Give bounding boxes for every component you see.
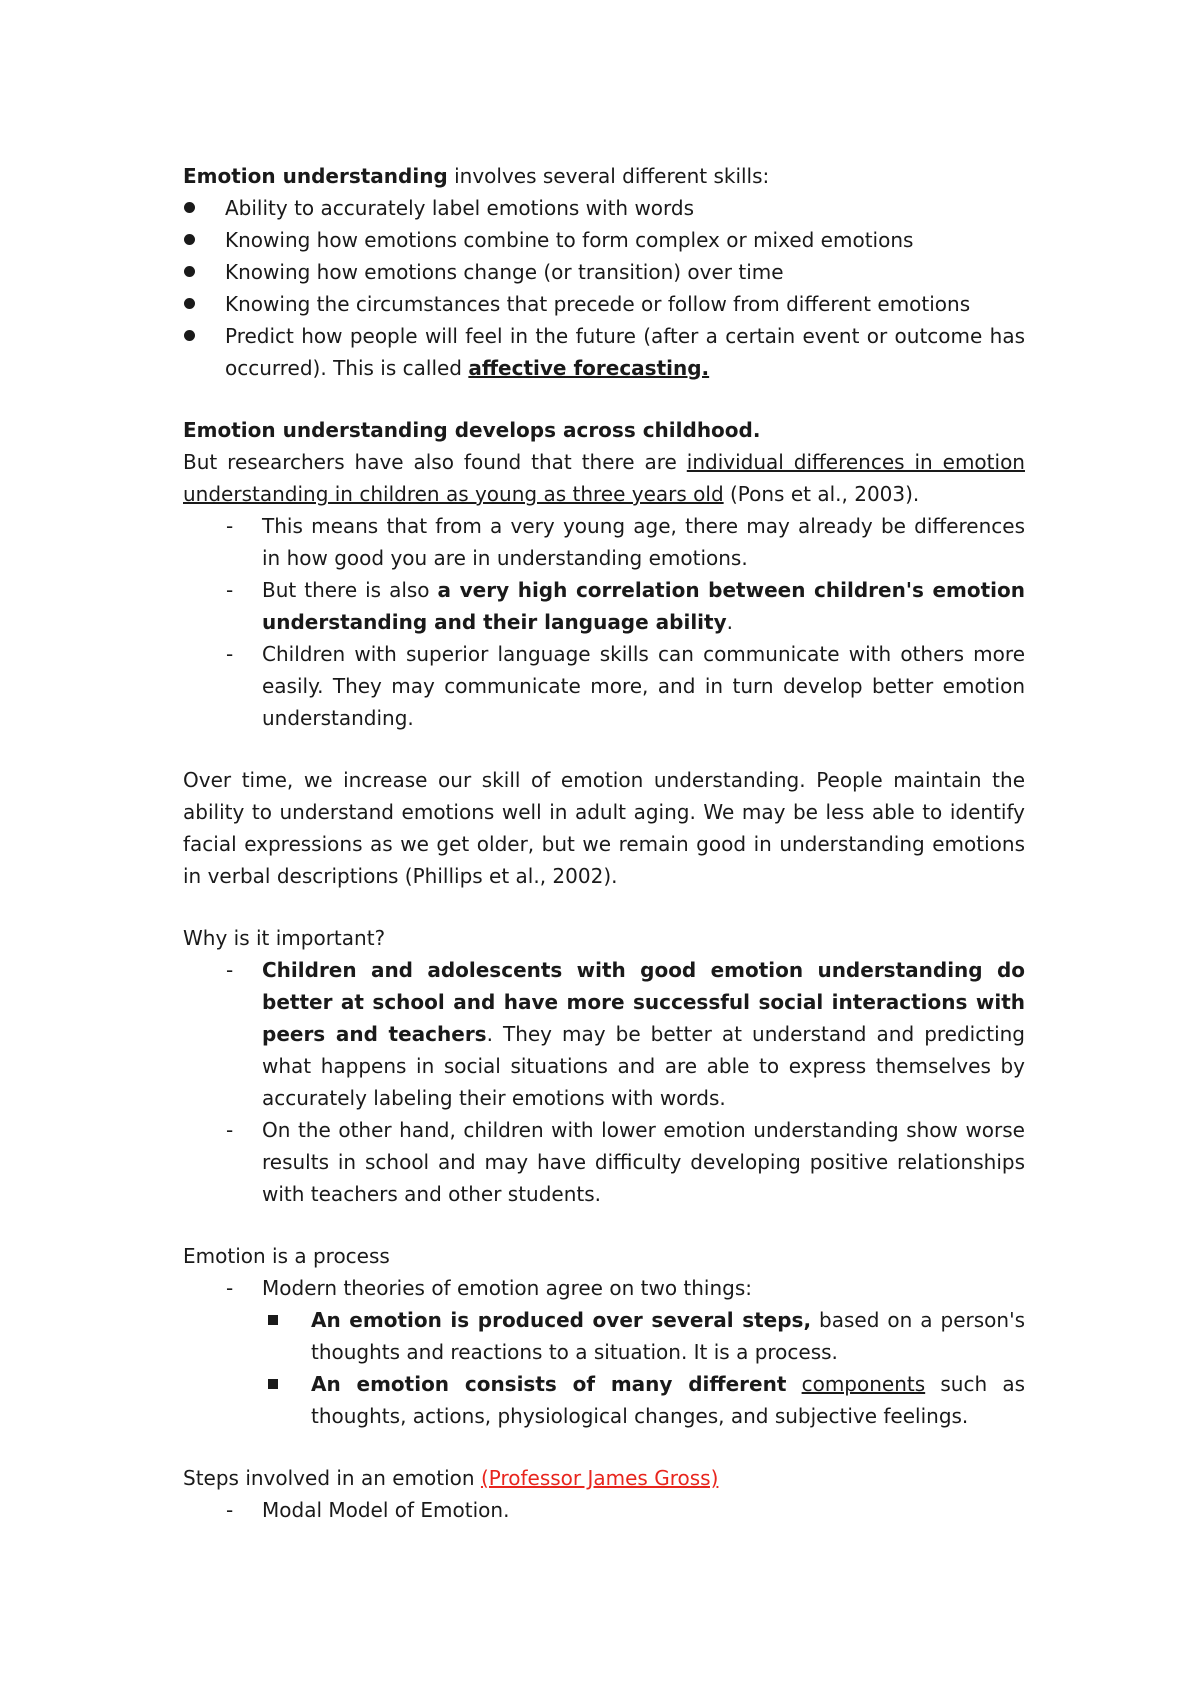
skills-list — [183, 192, 1025, 384]
list-item: - This means that from a very young age, there may already be differences in how good you are in understanding emotions. — [226, 514, 1025, 570]
document-content — [183, 160, 1025, 1526]
individual-differences-paragraph: But researchers have also found that there are individual differences in emotion understanding in children as young as three years old (Pons et al., 2003). — [183, 450, 1025, 506]
development-notes — [183, 510, 1025, 734]
bullet-icon — [184, 202, 195, 213]
square-bullet-icon — [268, 1315, 278, 1325]
list-item: Ability to accurately label emotions with words — [183, 192, 1025, 224]
list-item: - Modern theories of emotion agree on two things: An emotion is produced over several steps, based on a person's thoughts and reactions to a situation. It is a process. An emotion consists of many different components such as thoughts, actions, physiological changes, and subjective feelings. — [262, 1272, 1025, 1432]
list-item: - Modal Model of Emotion. — [226, 1498, 510, 1522]
aging-paragraph: Over time, we increase our skill of emotion understanding. People maintain the ability to understand emotions well in adult aging. We may be less able to identify facial expressions as we get older, but we remain good in understanding emotions in verbal descriptions (Phillips et al., 2002). — [183, 768, 1025, 888]
term-affective-forecasting: affective forecasting. — [468, 356, 710, 380]
list-item: - On the other hand, children with lower emotion understanding show worse results in school and may have difficulty developing positive relationships with teachers and other students. — [226, 1118, 1025, 1206]
gross-reference-link[interactable]: (Professor James Gross) — [480, 1466, 719, 1490]
list-item: Predict how people will feel in the future (after a certain event or outcome has occurred). This is called affective forecasting. — [183, 320, 1025, 384]
list-item: Knowing the circumstances that precede or follow from different emotions — [183, 288, 1025, 320]
bullet-icon — [184, 266, 195, 277]
steps-heading: Steps involved in an emotion (Professor James Gross) — [183, 1466, 719, 1490]
process-heading: Emotion is a process — [183, 1244, 390, 1268]
skills-intro: Emotion understanding involves several different skills: — [183, 164, 770, 188]
section-heading-development: Emotion understanding develops across childhood. — [183, 418, 761, 442]
bullet-icon — [184, 330, 195, 341]
list-item: An emotion is produced over several steps, based on a person's thoughts and reactions to a situation. It is a process. — [311, 1304, 1025, 1368]
list-item: Knowing how emotions combine to form complex or mixed emotions — [183, 224, 1025, 256]
list-item: - Children with superior language skills can communicate with others more easily. They may communicate more, and in turn develop better emotion understanding. — [226, 642, 1025, 730]
importance-question: Why is it important? — [183, 926, 386, 950]
list-item: - Children and adolescents with good emotion understanding do better at school and have more successful social interactions with peers and teachers. They may be better at understand and predicting what happens in social situations and are able to express themselves by accurately labeling their emotions with words. — [226, 958, 1025, 1110]
steps-notes — [183, 1494, 1025, 1526]
bullet-icon — [184, 298, 195, 309]
list-item: Knowing how emotions change (or transition) over time — [183, 256, 1025, 288]
list-item: - But there is also a very high correlation between children's emotion understanding and their language ability. — [226, 578, 1025, 634]
importance-notes — [183, 954, 1025, 1210]
term-emotion-understanding: Emotion understanding — [183, 164, 448, 188]
process-notes — [183, 1272, 1025, 1432]
process-subpoints — [262, 1304, 1025, 1432]
square-bullet-icon — [268, 1379, 278, 1389]
bullet-icon — [184, 234, 195, 245]
list-item: An emotion consists of many different components such as thoughts, actions, physiological changes, and subjective feelings. — [311, 1368, 1025, 1432]
